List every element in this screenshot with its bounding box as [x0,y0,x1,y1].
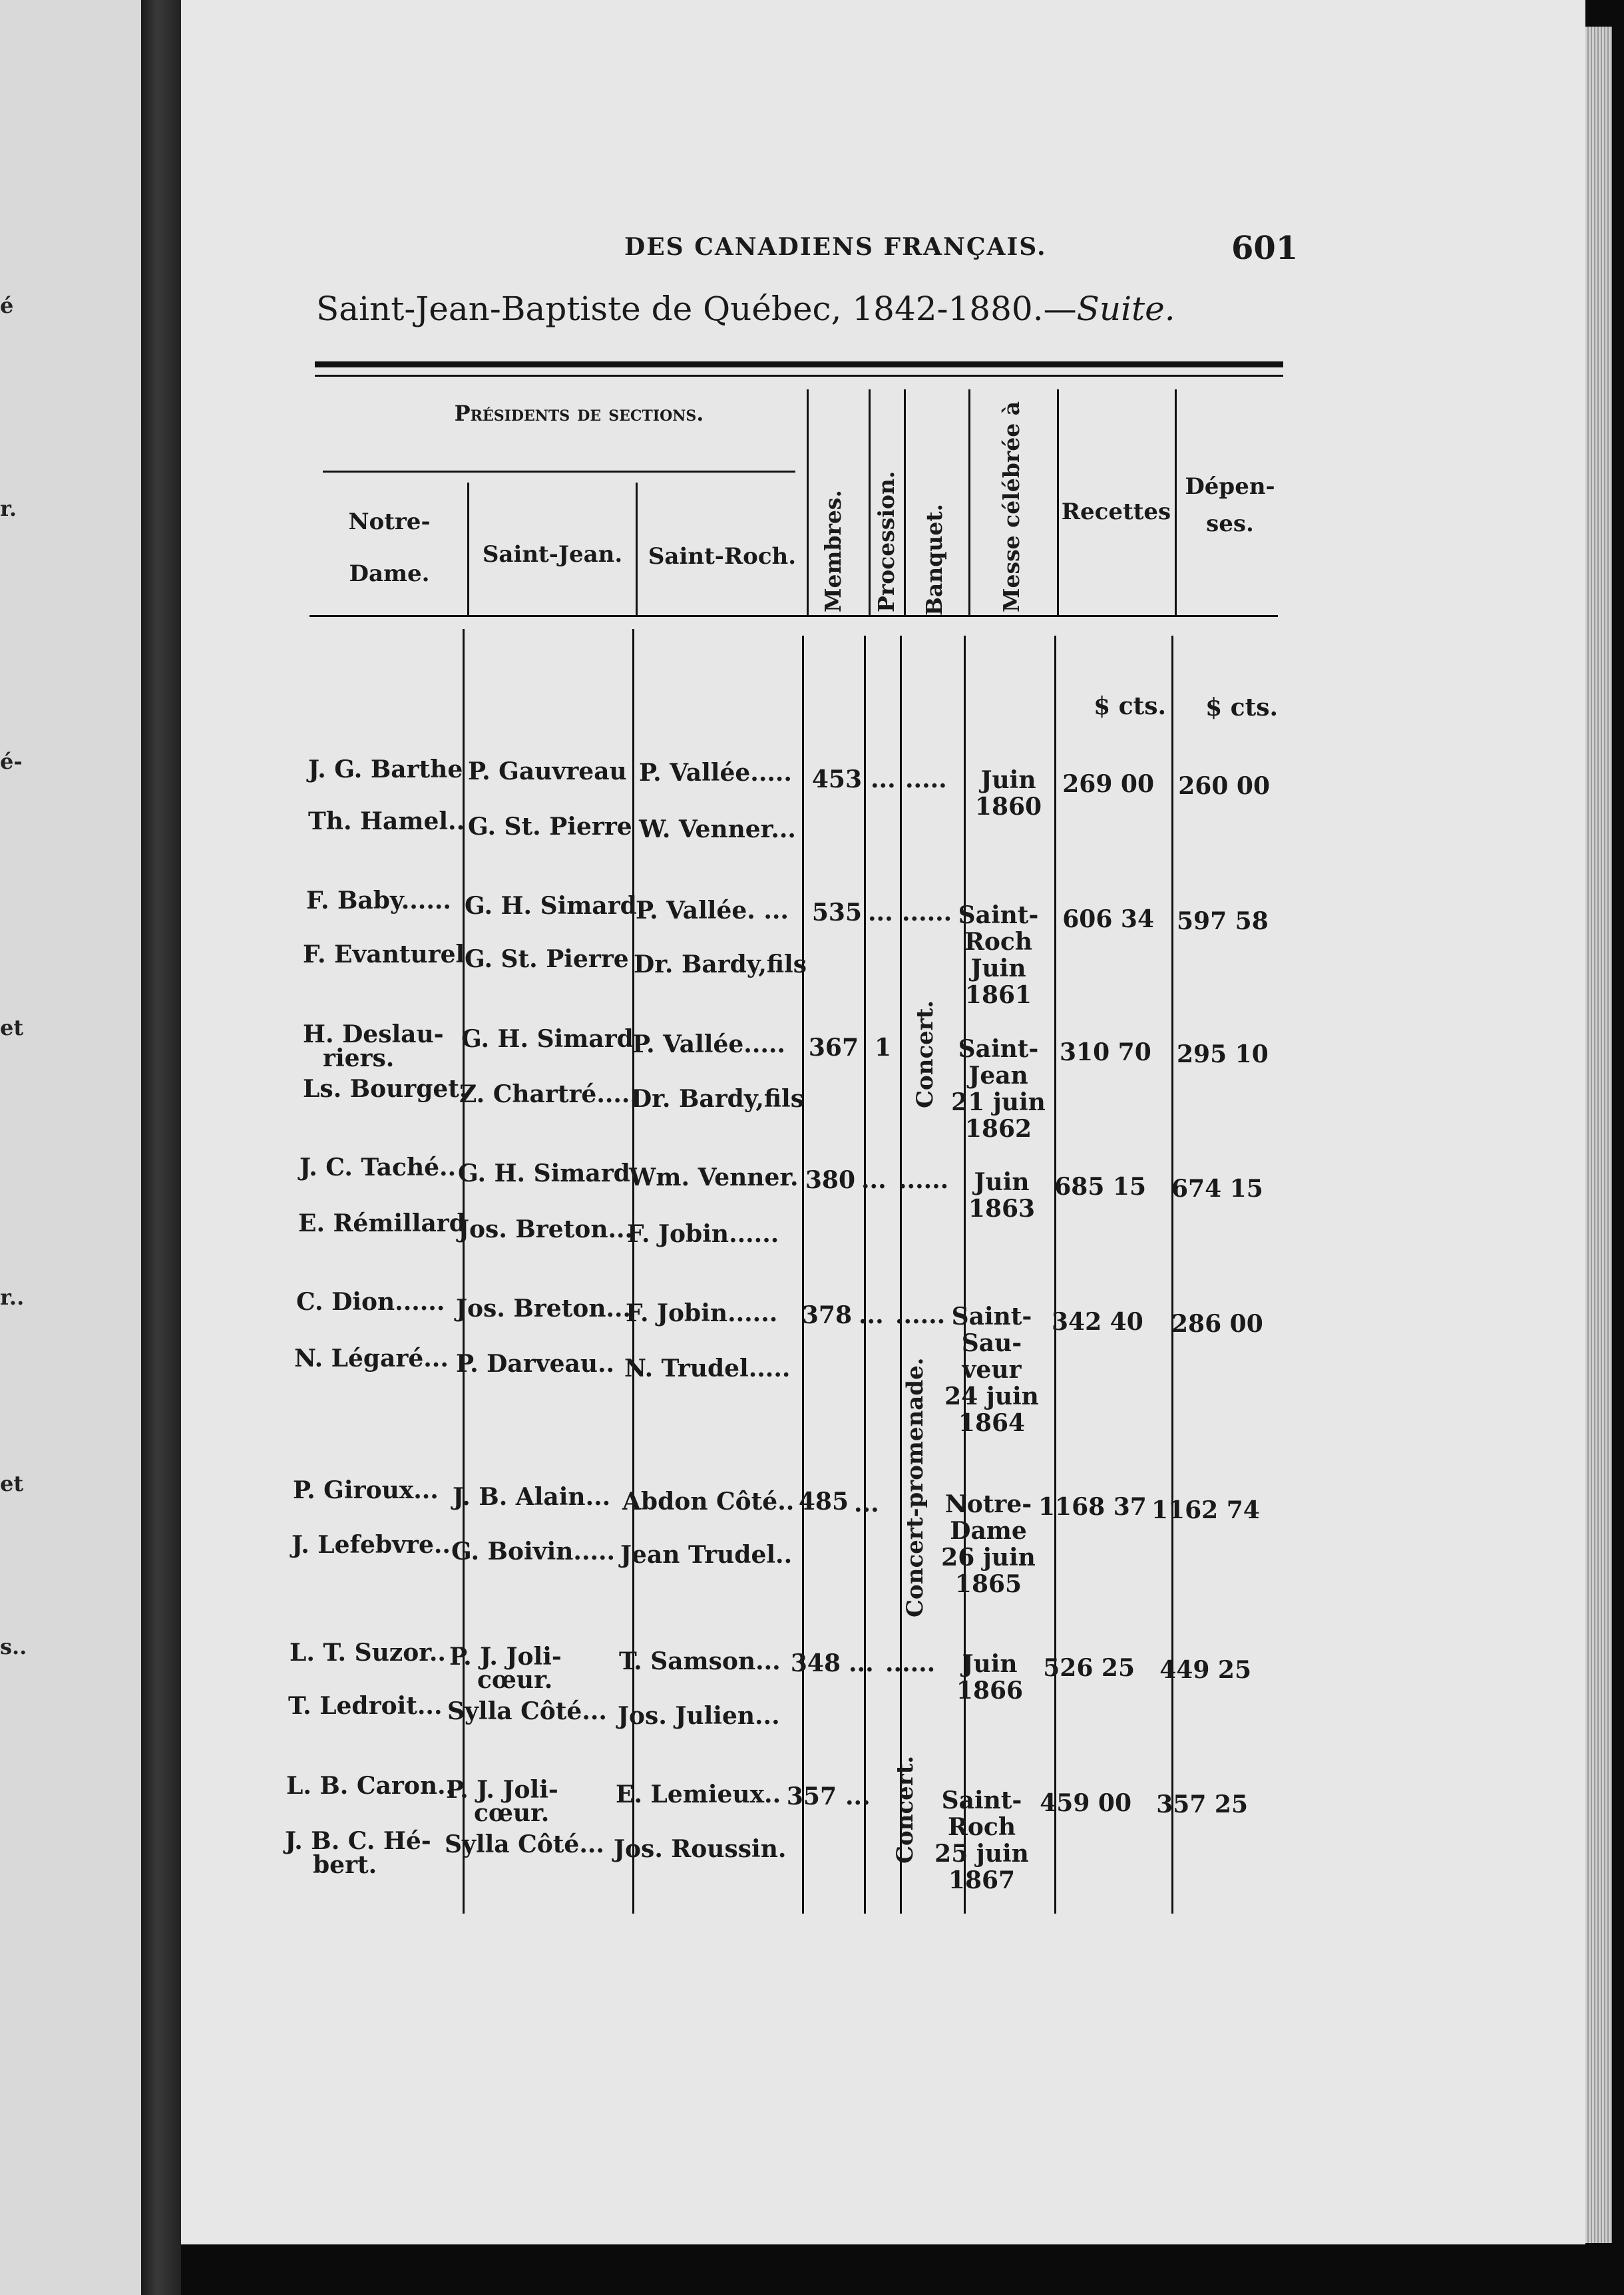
table-cell-saint-roch: Jos. Roussin. [614,1835,787,1863]
table-cell-saint-roch: Dr. Bardy,fils [634,950,807,978]
table-cell-membres: 357 [786,1782,837,1810]
table-cell-procession: ... [849,1649,874,1677]
messe-line: Juin [974,1168,1030,1196]
running-head: DES CANADIENS FRANÇAIS. [624,233,1047,261]
table-cell-banquet: ..... [905,765,947,793]
table-cell-notre-dame: J. Lefebvre.. [292,1531,451,1559]
page-number: 601 [1231,230,1299,267]
table-cell-saint-jean [446,1776,558,1827]
messe-line: 1861 [964,981,1032,1009]
table-cell-recettes: 310 70 [1060,1038,1151,1066]
table-cell-depenses: 449 25 [1159,1656,1251,1684]
table-cell-banquet: ...... [899,1166,949,1194]
table-cell-saint-roch: Jean Trudel.. [620,1541,793,1569]
table-cell-saint-jean: G. Boivin..... [451,1538,616,1565]
margin-fragment: r. [0,496,17,521]
table-cell-procession: ... [868,899,893,927]
column-rule [964,636,966,1914]
table-cell-notre-dame: L. B. Caron.. [286,1772,455,1800]
table-cell-messe [958,767,1058,820]
margin-fragment: s.. [0,1634,27,1659]
table-cell-saint-jean: J. B. Alain... [453,1483,611,1511]
messe-line: Juin [980,766,1036,794]
saint-jean-line: cœur. [477,1666,553,1694]
table-cell-depenses: 1162 74 [1151,1496,1260,1524]
table-cell-saint-jean: G. St. Pierre [465,945,629,973]
table-cell-procession: ... [854,1490,879,1518]
column-rule [869,389,871,616]
table-cell-saint-jean: Z. Chartré..... [459,1080,638,1108]
table-cell-messe [948,1036,1048,1142]
messe-line: 24 juin [944,1382,1039,1410]
table-cell-notre-dame: J. C. Taché.. [300,1153,457,1181]
procession-header: Procession. [873,471,899,612]
table-cell-saint-roch: P. Vallée..... [632,1030,785,1058]
table-cell-saint-jean: G. H. Simard [465,892,637,920]
messe-line: 1866 [956,1677,1024,1705]
table-cell-messe [938,1491,1038,1597]
table-cell-procession: 1 [875,1034,892,1062]
table-cell-recettes: 269 00 [1062,770,1154,798]
column-rule [968,389,970,616]
table-cell-membres: 453 [811,765,862,793]
messe-line: Sau- [961,1329,1022,1357]
saint-roch-header: Saint-Roch. [648,543,797,570]
banquet-header: Banquet. [921,503,947,616]
messe-line: 1864 [958,1409,1026,1437]
messe-line: Saint- [951,1303,1032,1331]
table-cell-membres: 535 [811,899,862,927]
table-cell-saint-roch: N. Trudel..... [624,1355,791,1382]
table-cell-depenses: 674 15 [1171,1175,1263,1203]
banquet-note: Concert. [912,1000,938,1108]
table-cell-notre-dame: Ls. Bourget. [303,1075,468,1103]
messe-line: Jean [968,1062,1028,1090]
page-title [316,290,1175,328]
table-cell-depenses: 597 58 [1177,907,1269,935]
notre-dame-line2: Dame. [349,560,430,587]
header-bottom-rule [309,615,1278,617]
messe-line: 1862 [964,1115,1032,1143]
table-cell-saint-roch: T. Samson... [619,1647,781,1675]
recettes-unit: $ cts. [1094,692,1166,720]
table-cell-notre-dame: J. G. Barthe [308,755,463,783]
table-cell-notre-dame: F. Evanturel [303,940,465,968]
table-cell-messe [952,1169,1052,1222]
table-cell-notre-dame: N. Légaré... [294,1345,449,1372]
column-rule [1057,389,1059,616]
table-cell-banquet: ...... [895,1301,946,1329]
notre-dame-line: H. Deslau- [303,1020,444,1048]
table-cell-notre-dame [285,1827,431,1879]
messe-line: 1860 [974,793,1042,821]
messe-line: Juin [970,954,1026,982]
table-cell-messe [942,1303,1042,1436]
table-cell-saint-jean: Jos. Breton... [456,1295,632,1323]
saint-jean-header: Saint-Jean. [482,541,623,568]
messe-line: 1863 [968,1195,1036,1223]
table-cell-recettes: 526 25 [1043,1654,1135,1682]
table-cell-saint-roch: Abdon Côté.. [622,1488,795,1516]
heavy-rule [315,361,1283,367]
table-cell-saint-jean: Jos. Breton... [458,1215,634,1243]
messe-line: Saint- [958,1035,1039,1063]
table-cell-banquet: ...... [885,1649,936,1677]
table-cell-notre-dame: F. Baby...... [306,887,451,915]
banquet-note: Concert. [892,1755,918,1864]
table-cell-saint-jean: G. St. Pierre [468,813,632,841]
margin-fragment: et [0,1015,24,1040]
messe-line: Roch [964,928,1033,956]
messe-line: Saint- [941,1786,1022,1814]
table-cell-saint-roch: P. Vallée..... [639,759,792,787]
table-cell-notre-dame: E. Rémillard [298,1209,466,1237]
table-cell-recettes: 685 15 [1054,1173,1146,1201]
margin-fragment: é- [0,749,23,774]
table-cell-procession: ... [845,1782,871,1810]
table-cell-notre-dame: L. T. Suzor.. [290,1639,446,1667]
messe-line: veur [962,1356,1022,1384]
column-rule [1054,636,1056,1914]
messe-line: 1867 [948,1866,1016,1894]
table-cell-saint-jean: P. Darveau.. [456,1350,615,1378]
table-cell-membres: 380 [805,1166,855,1194]
table-cell-recettes: 606 34 [1062,905,1154,933]
table-cell-banquet: ...... [902,899,952,927]
table-cell-notre-dame [303,1020,444,1072]
table-cell-recettes: 459 00 [1040,1789,1131,1817]
table-cell-notre-dame: P. Giroux... [293,1476,439,1504]
margin-fragment: et [0,1471,24,1496]
table-cell-notre-dame: Th. Hamel.. [308,807,465,835]
table-cell-depenses: 260 00 [1178,772,1270,800]
depenses-unit: $ cts. [1205,694,1278,722]
column-rule [802,636,804,1914]
column-rule [1171,636,1173,1914]
table-cell-saint-roch: W. Venner... [639,815,796,843]
page-edge [1585,27,1612,2243]
table-cell-recettes: 342 40 [1052,1308,1143,1336]
table-cell-membres: 378 [801,1301,852,1329]
table-cell-procession: ... [859,1301,884,1329]
table-cell-saint-jean: Sylla Côté... [447,1697,607,1725]
table-cell-notre-dame: T. Ledroit... [288,1692,443,1720]
depenses-line1: Dépen- [1185,473,1275,500]
depenses-header [1177,473,1283,538]
table-cell-saint-jean: G. H. Simard [461,1025,634,1053]
thin-rule [315,375,1283,377]
messe-line: Notre- [944,1490,1032,1518]
recettes-header: Recettes [1061,499,1171,525]
table-cell-recettes: 1168 37 [1038,1493,1147,1521]
presidents-underline [323,471,795,473]
table-cell-depenses: 295 10 [1177,1040,1269,1068]
messe-line: 1865 [954,1570,1022,1598]
table-cell-saint-roch: F. Jobin...... [627,1220,779,1248]
table-cell-membres: 367 [808,1034,859,1062]
notre-dame-line: bert. [313,1851,377,1879]
column-rule [900,636,902,1914]
table-cell-notre-dame: C. Dion...... [296,1288,445,1316]
table-cell-messe [932,1787,1032,1894]
messe-line: Juin [962,1650,1018,1678]
table-cell-saint-roch: P. Vallée. ... [636,897,789,925]
notre-dame-line: J. B. C. Hé- [285,1827,431,1855]
messe-line: 25 juin [934,1840,1029,1868]
column-rule [864,636,866,1914]
messe-line: Roch [947,1813,1016,1841]
messe-line: Dame [950,1517,1027,1545]
table-cell-saint-jean [449,1643,562,1694]
table-cell-saint-roch: E. Lemieux.. [616,1780,781,1808]
table-cell-saint-roch: Jos. Julien... [618,1702,780,1730]
table-cell-saint-roch: Dr. Bardy,fils [631,1085,804,1113]
table-cell-membres: 485 [798,1488,849,1516]
notre-dame-line: riers. [323,1044,395,1072]
column-rule [636,483,638,616]
table-cell-saint-jean: G. H. Simard [458,1159,630,1187]
membres-header: Membres. [820,490,846,612]
presidents-header: Présidents de sections. [454,401,704,426]
saint-jean-line: P. J. Joli- [449,1643,562,1671]
table-cell-messe [940,1651,1040,1704]
table-cell-messe [948,902,1048,1008]
page [181,0,1585,2244]
table-cell-procession: ... [871,765,896,793]
banquet-note: Concert-promenade. [902,1357,928,1617]
title-suite: Suite. [1076,290,1175,328]
title-text: Saint-Jean-Baptiste de Québec, 1842-1880.— [316,290,1077,328]
notre-dame-header [323,508,456,588]
table-cell-membres: 348 [790,1649,841,1677]
messe-line: Saint- [958,901,1039,929]
column-rule [807,389,809,616]
messe-line: 26 juin [941,1544,1036,1571]
saint-jean-line: P. J. Joli- [446,1776,558,1804]
column-rule [904,389,906,616]
saint-jean-line: cœur. [474,1799,550,1827]
margin-fragment: r.. [0,1285,25,1310]
messe-header: Messe célébrée à [998,401,1024,612]
table-cell-saint-roch: Wm. Venner. [629,1163,799,1191]
notre-dame-line1: Notre- [348,509,431,535]
book-gutter [141,0,181,2295]
table-cell-depenses: 286 00 [1171,1310,1263,1338]
messe-line: 21 juin [951,1088,1046,1116]
left-page-fragment [0,0,141,2295]
table-cell-saint-jean: P. Gauvreau [468,757,627,785]
margin-fragment: é [0,293,14,318]
depenses-line2: ses. [1206,511,1254,537]
table-cell-depenses: 357 25 [1156,1790,1248,1818]
table-cell-saint-roch: F. Jobin...... [626,1299,778,1327]
table-cell-procession: ... [861,1166,887,1194]
table-cell-saint-jean: Sylla Côté... [445,1830,604,1858]
